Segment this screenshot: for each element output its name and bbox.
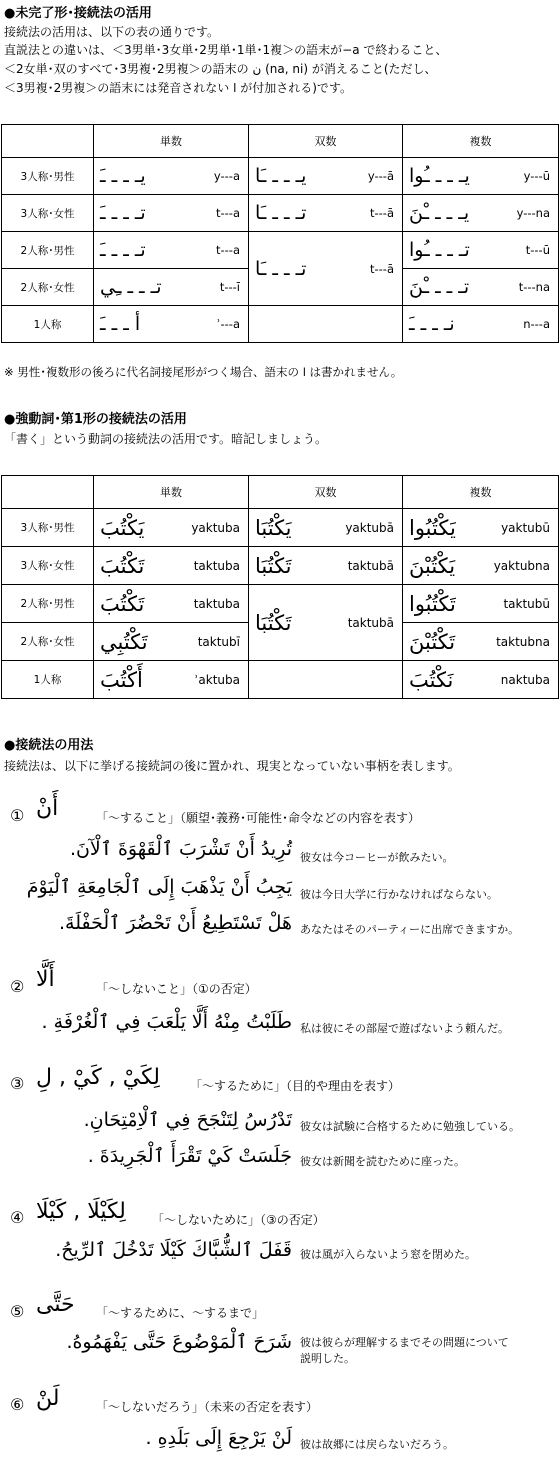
particle: لِكَيْلَا , كَيْلَا bbox=[36, 1199, 126, 1224]
translit: taktubā bbox=[347, 615, 394, 630]
arabic-form: تـ ـ ـ ـَا bbox=[255, 257, 307, 280]
example-arabic: جَلَسَتْ كَيْ تَقْرَأَ ٱلْجَرِيدَةَ . bbox=[87, 1145, 292, 1167]
example-arabic: لَنْ يَرْجِعَ إِلَى بَلَدِهِ . bbox=[145, 1427, 292, 1449]
header-singular: 単数 bbox=[94, 125, 249, 158]
example-translation: 彼は彼らが理解するまでその問題について bbox=[300, 1336, 509, 1349]
table-row bbox=[2, 195, 559, 232]
arabic-form: تَكْتُبِي bbox=[100, 629, 148, 654]
paradigm-table bbox=[1, 124, 559, 343]
example-translation: 彼女は試験に合格するために勉強している。 bbox=[300, 1120, 520, 1133]
header-singular: 単数 bbox=[94, 476, 249, 509]
arabic-form: أَكْتُبَ bbox=[100, 667, 143, 692]
table-row bbox=[2, 306, 559, 343]
item-number: ① bbox=[10, 806, 25, 825]
header-plural: 複数 bbox=[403, 476, 559, 509]
header-plural: 複数 bbox=[403, 125, 559, 158]
arabic-form: يـ ـ ـ ـُوا bbox=[409, 165, 470, 187]
header-dual: 双数 bbox=[249, 476, 403, 509]
translit: y---ū bbox=[523, 169, 550, 183]
translit: y---a bbox=[213, 169, 240, 183]
arabic-form: نَكْتُبَ bbox=[409, 667, 454, 692]
arabic-form: تَكْتُبَ bbox=[100, 591, 145, 616]
example-arabic: تُرِيدُ أَنْ تَشْرَبَ ٱلْقَهْوَةَ ٱلْآنَ. bbox=[69, 838, 292, 860]
person-label: 3人称･女性 bbox=[2, 195, 94, 232]
arabic-form: تـ ـ ـ ـُوا bbox=[409, 239, 470, 261]
translit: ʾ---a bbox=[216, 317, 240, 331]
arabic-form: يَكْتُبُوا bbox=[409, 515, 456, 540]
section2-heading: ●強動詞･第1形の接続法の活用 bbox=[4, 412, 187, 427]
example-arabic: تَدْرُسُ لِتَنْجَحَ فِي ٱلْاِمْتِحَانِ. bbox=[83, 1109, 292, 1131]
arabic-form: نـ ـ ـ ـَ bbox=[409, 313, 455, 335]
particle: أَنْ bbox=[36, 796, 59, 821]
header-corner bbox=[2, 125, 94, 158]
particle: لِكَيْ , كَيْ , لِ bbox=[36, 1065, 160, 1090]
section1-intro-line3: ＜2女単･双のすべて･3男複･2男複＞の語末の ن (na, ni) が消えること(ただし、 bbox=[4, 62, 437, 76]
table-header-row bbox=[2, 125, 559, 158]
translit: taktuba bbox=[193, 558, 240, 573]
arabic-form: تَكْتُبَ bbox=[100, 553, 145, 578]
example-translation: 彼女は今コーヒーが飲みたい。 bbox=[300, 851, 454, 864]
table-header-row bbox=[2, 476, 559, 509]
usage-meaning: 「～するために」（目的や理由を表す） bbox=[190, 1079, 401, 1093]
arabic-form: تَكْتُبَا bbox=[255, 553, 292, 578]
example-translation: 私は彼にその部屋で遊ばないよう頼んだ。 bbox=[300, 1022, 509, 1035]
usage-meaning: 「～しないために」（③の否定） bbox=[152, 1213, 325, 1227]
person-label: 3人称･男性 bbox=[2, 509, 94, 547]
person-label: 2人称･男性 bbox=[2, 232, 94, 269]
translit: y---na bbox=[516, 206, 550, 220]
section3-heading: ●接続法の用法 bbox=[4, 738, 94, 753]
usage-meaning: 「～するために、～するまで」 bbox=[96, 1306, 265, 1320]
translit: yaktubna bbox=[493, 558, 550, 573]
header-dual: 双数 bbox=[249, 125, 403, 158]
translit: n---a bbox=[523, 317, 550, 331]
person-label: 2人称･女性 bbox=[2, 623, 94, 661]
example-translation: 彼は風が入らないよう窓を閉めた。 bbox=[300, 1248, 476, 1261]
table-row bbox=[2, 509, 559, 547]
section3-intro: 接続法は、以下に挙げる接続詞の後に置かれ、現実となっていない事柄を表します。 bbox=[4, 759, 460, 773]
person-label: 2人称･男性 bbox=[2, 585, 94, 623]
item-number: ④ bbox=[10, 1208, 25, 1227]
item-number: ⑤ bbox=[10, 1302, 25, 1321]
example-arabic: شَرَحَ ٱلْمَوْضُوعَ حَتَّى يَفْهَمُوهُ. bbox=[66, 1331, 292, 1353]
table-row bbox=[2, 661, 559, 699]
example-translation-cont: 説明した。 bbox=[300, 1352, 355, 1365]
person-label: 3人称･女性 bbox=[2, 547, 94, 585]
translit: t---ū bbox=[525, 243, 550, 257]
translit: ʾaktuba bbox=[194, 672, 240, 687]
translit: taktubī bbox=[197, 634, 240, 649]
translit: t---ī bbox=[219, 280, 240, 294]
translit: taktubū bbox=[503, 596, 550, 611]
translit: yaktuba bbox=[191, 520, 240, 535]
translit: naktuba bbox=[500, 672, 550, 687]
arabic-form: يَكْتُبَا bbox=[255, 515, 292, 540]
arabic-form: تَكْتُبَا bbox=[255, 610, 292, 635]
table-row bbox=[2, 585, 559, 623]
section1-intro-line1: 接続法の活用は、以下の表の通りです。 bbox=[4, 25, 220, 39]
table-row bbox=[2, 547, 559, 585]
person-label: 1人称 bbox=[2, 661, 94, 699]
arabic-form: يَكْتُبْنَ bbox=[409, 553, 456, 578]
example-translation: あなたはそのパーティーに出席できますか。 bbox=[300, 923, 520, 936]
translit: y---ā bbox=[367, 169, 394, 183]
arabic-form: تـ ـ ـ ـَا bbox=[255, 202, 307, 224]
particle: لَنْ bbox=[36, 1386, 60, 1411]
section2-intro: 「書く」という動詞の接続法の活用です。暗記しましょう。 bbox=[4, 432, 328, 446]
example-arabic: طَلَبْتُ مِنْهُ أَلَّا يَلْعَبَ فِي ٱلْغُرْفَةِ . bbox=[41, 1011, 292, 1033]
arabic-form: يـ ـ ـ ـْنَ bbox=[409, 202, 470, 224]
translit: taktubā bbox=[347, 558, 394, 573]
empty-cell bbox=[249, 306, 403, 343]
translit: t---a bbox=[215, 206, 240, 220]
section1-heading: ●未完了形･接続法の活用 bbox=[4, 6, 152, 21]
arabic-form: تـ ـ ـ ـَ bbox=[100, 239, 146, 261]
arabic-form: يَكْتُبَ bbox=[100, 515, 145, 540]
kataba-table bbox=[1, 475, 559, 699]
example-arabic: يَجِبُ أَنْ يَذْهَبَ إِلَى ٱلْجَامِعَةِ ٱلْيَوْمَ bbox=[26, 876, 292, 898]
section1-intro-line2: 直説法との違いは、＜3男単･3女単･2男単･1単･1複＞の語末が−a で終わること、 bbox=[4, 43, 448, 57]
usage-meaning: 「～しないこと」（①の否定） bbox=[96, 982, 257, 996]
person-label: 2人称･女性 bbox=[2, 269, 94, 306]
arabic-form: تَكْتُبُوا bbox=[409, 591, 456, 616]
translit: taktuba bbox=[193, 596, 240, 611]
translit: t---ā bbox=[369, 261, 394, 276]
example-translation: 彼女は新聞を読むために座った。 bbox=[300, 1155, 465, 1168]
item-number: ⑥ bbox=[10, 1395, 25, 1414]
usage-meaning: 「～しないだろう」（未来の否定を表す） bbox=[96, 1400, 319, 1414]
arabic-form: تـ ـ ـ ـْنَ bbox=[409, 276, 470, 298]
translit: taktubna bbox=[496, 634, 550, 649]
arabic-form: تـ ـ ـ ـَ bbox=[100, 202, 146, 224]
translit: t---a bbox=[215, 243, 240, 257]
table-row bbox=[2, 158, 559, 195]
footnote: ※ 男性･複数形の後ろに代名詞接尾形がつく場合、語末の ا は書かれません。 bbox=[4, 365, 403, 379]
translit: yaktubū bbox=[501, 520, 550, 535]
arabic-form: تَكْتُبْنَ bbox=[409, 629, 456, 654]
example-translation: 彼は今日大学に行かなければならない。 bbox=[300, 888, 498, 901]
item-number: ② bbox=[10, 977, 25, 996]
person-label: 3人称･男性 bbox=[2, 158, 94, 195]
person-label: 1人称 bbox=[2, 306, 94, 343]
section1-intro-line4: ＜3男複･2男複＞の語末には発音されない ا が付加される)です。 bbox=[4, 81, 352, 95]
arabic-form: أ ـ ـ ـَ bbox=[100, 313, 141, 335]
translit: yaktubā bbox=[345, 520, 394, 535]
table-row bbox=[2, 232, 559, 269]
example-arabic: قَفَلَ ٱلشُّبَّاكَ كَيْلَا تَدْخُلَ ٱلرِّيحُ. bbox=[55, 1239, 292, 1261]
header-corner bbox=[2, 476, 94, 509]
empty-cell bbox=[249, 661, 403, 699]
arabic-form: يـ ـ ـ ـَا bbox=[255, 165, 307, 187]
particle: أَلَّا bbox=[36, 967, 55, 992]
arabic-form: تـ ـ ـ ـِي bbox=[100, 276, 162, 298]
item-number: ③ bbox=[10, 1074, 25, 1093]
arabic-form: يـ ـ ـ ـَ bbox=[100, 165, 146, 187]
example-translation: 彼は故郷には戻らないだろう。 bbox=[300, 1438, 454, 1451]
particle: حَتَّى bbox=[36, 1292, 75, 1317]
usage-meaning: 「～すること」（願望･義務･可能性･命令などの内容を表す） bbox=[96, 811, 421, 825]
example-arabic: هَلْ تَسْتَطِيعُ أَنْ تَحْضُرَ ٱلْحَفْلَةَ. bbox=[58, 912, 292, 934]
translit: t---na bbox=[518, 280, 550, 294]
translit: t---ā bbox=[369, 206, 394, 220]
